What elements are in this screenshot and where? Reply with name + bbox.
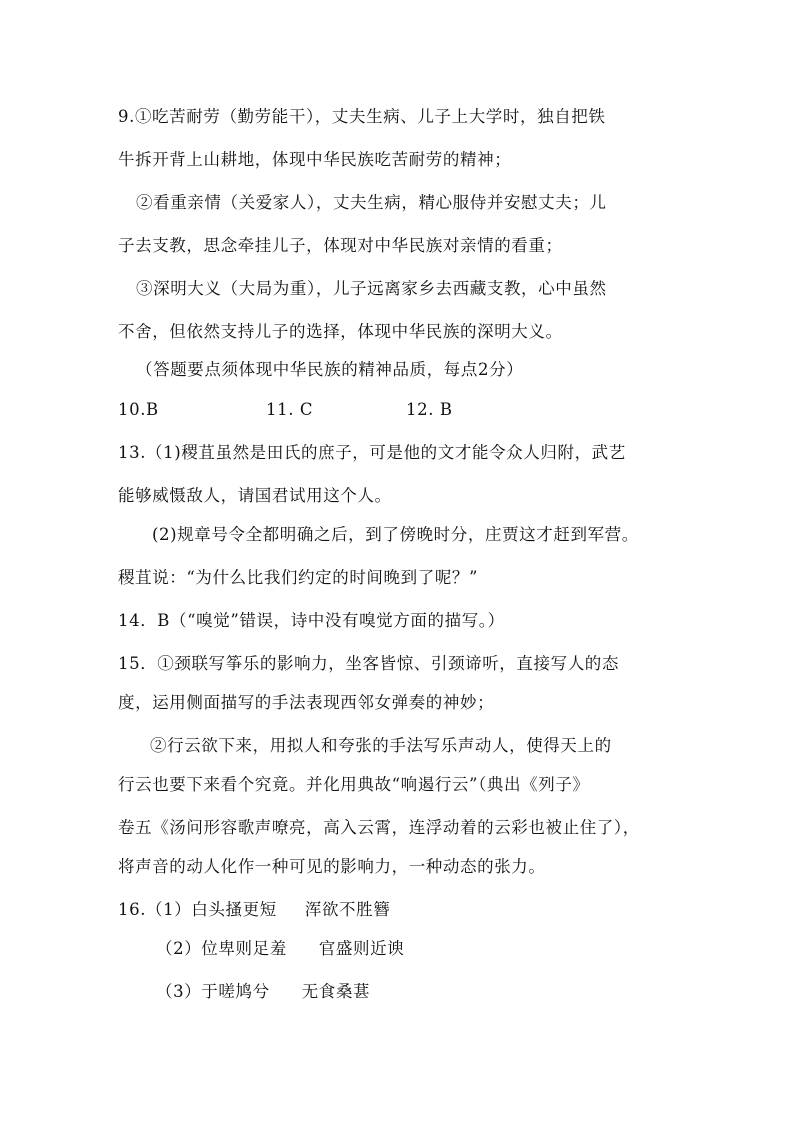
answer-11: 11. C (266, 400, 314, 419)
answer-16-3-first: （3）于嗟鸠兮 (156, 982, 270, 1001)
answer-12: 12. B (406, 400, 453, 419)
answer-13-line-4: 稷苴说：“为什么比我们约定的时间晚到了呢？” (118, 568, 479, 587)
answer-13-line-1: 13.（1)稷苴虽然是田氏的庶子，可是他的文才能令众人归附，武艺 (118, 443, 626, 462)
answer-9-line-5: ③深明大义（大局为重），儿子远离家乡去西藏支教，心中虽然 (136, 279, 607, 298)
answer-15-line-6: 将声音的动人化作一种可见的影响力，一种动态的张力。 (118, 857, 546, 876)
answer-9-line-1: 9.①吃苦耐劳（勤劳能干），丈夫生病、儿子上大学时，独自把铁 (118, 107, 606, 126)
answer-16-line-1 (118, 899, 390, 921)
answer-9-line-6: 不舍，但依然支持儿子的选择，体现中华民族的深明大义。 (118, 322, 563, 341)
answer-15-line-1: 15．①颈联写筝乐的影响力，坐客皆惊、引颈谛听，直接写人的态 (118, 654, 619, 673)
answer-13-line-3: (2)规章号令全都明确之后，到了傍晚时分，庄贾这才赶到军营。 (152, 525, 639, 544)
answer-16-line-2 (156, 938, 404, 960)
answer-14: 14．B（“嗅觉”错误，诗中没有嗅觉方面的描写。） (118, 611, 505, 630)
multiple-choice-answers (118, 399, 453, 421)
answer-15-line-2: 度，运用侧面描写的手法表现西邻女弹奏的神妙； (118, 693, 495, 712)
answer-9-line-2: 牛拆开背上山耕地，体现中华民族吃苦耐劳的精神； (118, 150, 512, 169)
answer-9-line-3: ②看重亲情（关爱家人），丈夫生病，精心服侍并安慰丈夫；儿 (136, 193, 607, 212)
answer-16-3-second: 无食桑葚 (301, 982, 371, 1001)
answer-15-line-3: ②行云欲下来，用拟人和夸张的手法写乐声动人，使得天上的 (150, 736, 612, 755)
answer-15-line-5: 卷五《汤问形容歌声嘹亮，高入云霄，连浮动着的云彩也被止住了）， (118, 818, 640, 837)
answer-13-line-2: 能够威慑敌人，请国君试用这个人。 (118, 486, 392, 505)
answer-16-1-first: 16.（1）白头搔更短 (118, 900, 277, 919)
answer-10: 10.B (118, 400, 159, 419)
answer-9-line-4: 子去支教，思念牵挂儿子，体现对中华民族对亲情的看重； (118, 236, 563, 255)
answer-15-line-4: 行云也要下来看个究竟。并化用典故“响遏行云”（典出《列子》 (118, 775, 590, 794)
answer-9-scoring-note: （答题要点须体现中华民族的精神品质，每点2分） (136, 360, 524, 379)
answer-16-2-second: 官盛则近谀 (318, 939, 405, 958)
answer-16-line-3 (156, 981, 370, 1003)
answer-16-2-first: （2）位卑则足羞 (156, 939, 287, 958)
answer-16-1-second: 浑欲不胜簪 (304, 900, 391, 919)
